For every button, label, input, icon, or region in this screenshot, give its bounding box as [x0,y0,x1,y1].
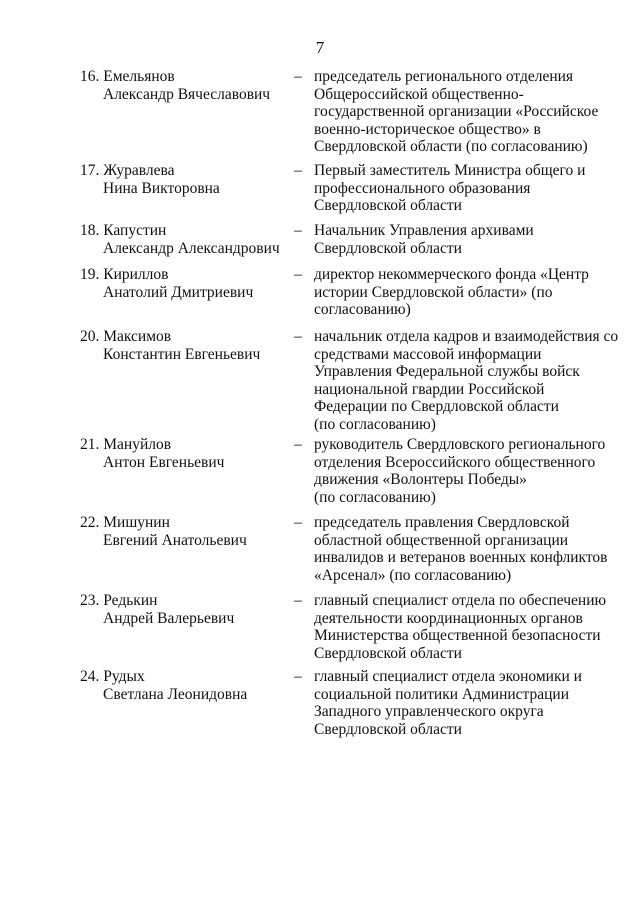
member-given-names: Антон Евгеньевич [103,453,225,471]
position-line: Западного управленческого округа [314,703,544,721]
position-line: председатель регионального отделения [314,68,574,85]
member-given-names: Александр Александрович [103,239,280,257]
entry-number: 18. [80,222,100,239]
member-position [314,68,624,156]
member-name [80,222,280,257]
member-surname: Максимов [103,328,172,345]
member-name [80,436,280,471]
position-line: главный специалист отдела экономики и [314,668,582,685]
entry-number: 21. [80,436,100,453]
member-name [80,162,280,197]
member-name [80,592,280,627]
member-surname: Мануйлов [103,436,172,453]
member-name [80,328,280,363]
position-line: национальной гвардии Российской [314,380,545,398]
position-line: движения «Волонтеры Победы» [314,471,527,489]
page-number: 7 [315,38,325,57]
member-position [314,668,624,738]
position-line: Федерации по Свердловской области [314,398,559,416]
separator-dash: – [294,668,302,685]
member-name [80,668,280,703]
member-given-names: Нина Викторовна [103,179,220,197]
position-line: государственной организации «Российское [314,103,599,121]
member-name [80,266,280,301]
separator-dash: – [294,514,302,531]
entry-number: 16. [80,68,100,85]
member-surname: Журавлева [103,162,175,179]
position-line: истории Свердловской области» (по [314,283,553,301]
position-line: Свердловской области (по согласованию) [314,138,588,156]
separator-dash: – [294,68,302,85]
member-position [314,328,624,434]
member-given-names: Светлана Леонидовна [103,685,248,703]
separator-dash: – [294,266,302,283]
member-given-names: Александр Вячеславович [103,85,271,103]
position-line: военно-историческое общество» в [314,120,541,138]
position-line: главный специалист отдела по обеспечению [314,592,607,609]
position-line: (по согласованию) [314,488,436,506]
position-line: руководитель Свердловского регионального [314,436,606,453]
entry-number: 19. [80,266,100,283]
member-name [80,514,280,549]
position-line: областной общественной организации [314,531,569,549]
position-line: директор некоммерческого фонда «Центр [314,266,589,283]
member-surname: Капустин [103,222,167,239]
position-line: Свердловской области [314,239,462,257]
separator-dash: – [294,222,302,239]
separator-dash: – [294,162,302,179]
position-line: председатель правления Свердловской [314,514,570,531]
position-line: профессионального образования [314,179,531,197]
separator-dash: – [294,436,302,453]
position-line: социальной политики Администрации [314,685,570,703]
position-line: средствами массовой информации [314,345,542,363]
member-given-names: Евгений Анатольевич [103,531,247,549]
position-line: Свердловской области [314,720,462,738]
member-position [314,514,624,584]
position-line: Министерства общественной безопасности [314,627,601,645]
position-line: деятельности координационных органов [314,609,583,627]
position-line: (по согласованию) [314,415,436,433]
member-surname: Рудых [103,668,145,685]
member-position [314,162,624,215]
position-line: отделения Всероссийского общественного [314,453,596,471]
entry-number: 22. [80,514,100,531]
entry-number: 24. [80,668,100,685]
member-name [80,68,280,103]
entry-number: 20. [80,328,100,345]
position-line: Управления Федеральной службы войск [314,363,580,381]
position-line: инвалидов и ветеранов военных конфликтов [314,549,608,567]
member-surname: Мишунин [103,514,170,531]
member-given-names: Анатолий Дмитриевич [103,283,254,301]
member-surname: Емельянов [103,68,175,85]
member-surname: Редькин [103,592,158,609]
member-position [314,592,624,662]
position-line: Свердловской области [314,644,462,662]
member-position [314,222,624,257]
separator-dash: – [294,592,302,609]
separator-dash: – [294,328,302,345]
entry-number: 23. [80,592,100,609]
position-line: Первый заместитель Министра общего и [314,162,586,179]
member-given-names: Андрей Валерьевич [103,609,235,627]
member-given-names: Константин Евгеньевич [103,345,261,363]
position-line: начальник отдела кадров и взаимодействия со [314,328,619,345]
position-line: «Арсенал» (по согласованию) [314,566,512,584]
position-line: Свердловской области [314,197,462,215]
position-line: Общероссийской общественно- [314,85,524,103]
position-line: Начальник Управления архивами [314,222,534,239]
entry-number: 17. [80,162,100,179]
member-position [314,266,624,319]
member-position [314,436,624,506]
position-line: согласованию) [314,301,411,319]
member-surname: Кириллов [103,266,169,283]
